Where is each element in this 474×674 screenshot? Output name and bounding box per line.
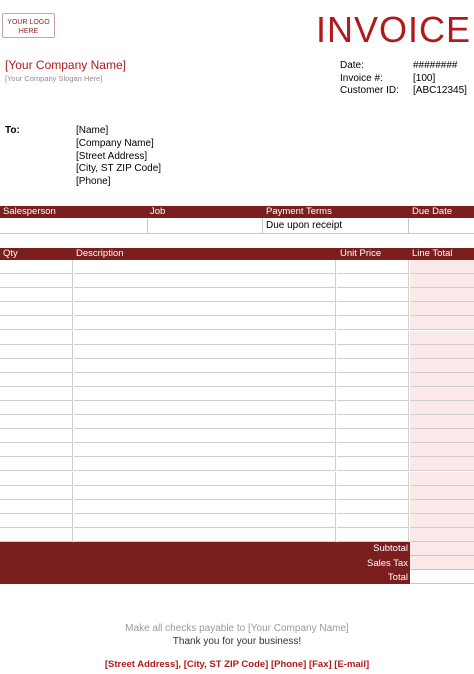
cell-unit-price[interactable] (337, 500, 409, 514)
subtotal-value[interactable] (410, 542, 474, 556)
cell-unit-price[interactable] (337, 514, 409, 528)
checks-payable-note: Make all checks payable to [Your Company Name] (125, 623, 349, 634)
cell-qty[interactable] (0, 500, 73, 514)
cell-description[interactable] (74, 500, 336, 514)
items-table-body (0, 260, 474, 542)
table-row (0, 500, 474, 514)
table-row (0, 359, 474, 373)
table-row (0, 302, 474, 316)
company-slogan[interactable]: [Your Company Slogan Here] (5, 74, 103, 83)
cell-unit-price[interactable] (337, 443, 409, 457)
cell-line-total[interactable] (410, 373, 474, 387)
table-row (0, 331, 474, 345)
sales-table-header (0, 206, 474, 218)
cell-qty[interactable] (0, 274, 73, 288)
cell-description[interactable] (74, 331, 336, 345)
cell-job[interactable] (148, 218, 263, 233)
cell-unit-price[interactable] (337, 345, 409, 359)
items-table-header (0, 248, 474, 260)
cell-qty[interactable] (0, 373, 73, 387)
cell-line-total[interactable] (410, 331, 474, 345)
cell-unit-price[interactable] (337, 288, 409, 302)
cell-line-total[interactable] (410, 514, 474, 528)
table-row (0, 288, 474, 302)
table-row (0, 373, 474, 387)
cell-unit-price[interactable] (337, 486, 409, 500)
cell-qty[interactable] (0, 443, 73, 457)
cell-description[interactable] (74, 260, 336, 274)
table-row (0, 274, 474, 288)
cell-unit-price[interactable] (337, 359, 409, 373)
cell-line-total[interactable] (410, 457, 474, 471)
cell-qty[interactable] (0, 457, 73, 471)
to-company[interactable]: [Company Name] (76, 137, 154, 149)
cell-unit-price[interactable] (337, 316, 409, 330)
table-row (0, 443, 474, 457)
cell-qty[interactable] (0, 302, 73, 316)
cell-line-total[interactable] (410, 260, 474, 274)
cell-description[interactable] (74, 316, 336, 330)
cell-due-date[interactable] (410, 218, 474, 233)
table-row (0, 472, 474, 486)
cell-unit-price[interactable] (337, 472, 409, 486)
cell-unit-price[interactable] (337, 260, 409, 274)
cell-unit-price[interactable] (337, 415, 409, 429)
cell-qty[interactable] (0, 415, 73, 429)
sales-tax-label: Sales Tax (366, 558, 408, 569)
table-row (0, 316, 474, 330)
cell-description[interactable] (74, 472, 336, 486)
table-row (0, 260, 474, 274)
cell-description[interactable] (74, 415, 336, 429)
cell-unit-price[interactable] (337, 457, 409, 471)
cell-line-total[interactable] (410, 302, 474, 316)
header-description: Description (76, 248, 124, 259)
company-name[interactable]: [Your Company Name] (5, 58, 126, 72)
cell-line-total[interactable] (410, 316, 474, 330)
thank-you-note: Thank you for your business! (172, 636, 302, 647)
cell-unit-price[interactable] (337, 401, 409, 415)
invoice-number-label: Invoice #: (340, 72, 383, 84)
cell-qty[interactable] (0, 260, 73, 274)
meta-values (413, 60, 467, 98)
header-line-total: Line Total (412, 248, 453, 259)
table-row (0, 429, 474, 443)
cell-line-total[interactable] (410, 345, 474, 359)
cell-qty[interactable] (0, 359, 73, 373)
cell-description[interactable] (74, 359, 336, 373)
cell-salesperson[interactable] (0, 218, 148, 233)
to-name[interactable]: [Name] (76, 125, 109, 136)
cell-line-total[interactable] (410, 288, 474, 302)
cell-qty[interactable] (0, 387, 73, 401)
totals-block (0, 542, 474, 584)
cell-line-total[interactable] (410, 500, 474, 514)
header-qty: Qty (3, 248, 18, 259)
table-row (0, 514, 474, 528)
table-row (0, 457, 474, 471)
cell-line-total[interactable] (410, 274, 474, 288)
cell-payment-terms[interactable]: Due upon receipt (263, 218, 409, 233)
cell-qty[interactable] (0, 528, 73, 542)
cell-line-total[interactable] (410, 472, 474, 486)
cell-line-total[interactable] (410, 528, 474, 542)
cell-qty[interactable] (0, 345, 73, 359)
header-payment-terms: Payment Terms (266, 206, 332, 217)
sales-table-row (0, 218, 474, 234)
cell-description[interactable] (74, 302, 336, 316)
header-job: Job (150, 206, 166, 217)
cell-description[interactable] (74, 387, 336, 401)
table-row (0, 415, 474, 429)
invoice-number-value[interactable]: [100] (413, 72, 436, 84)
header-due-date: Due Date (412, 206, 453, 217)
total-label: Total (387, 572, 408, 583)
cell-qty[interactable] (0, 316, 73, 330)
total-value[interactable] (410, 570, 474, 584)
logo-placeholder (2, 13, 55, 38)
date-label: Date: (340, 60, 364, 71)
cell-description[interactable] (74, 373, 336, 387)
cell-description[interactable] (74, 457, 336, 471)
cell-line-total[interactable] (410, 387, 474, 401)
cell-description[interactable] (74, 274, 336, 288)
cell-unit-price[interactable] (337, 528, 409, 542)
cell-qty[interactable] (0, 514, 73, 528)
cell-qty[interactable] (0, 401, 73, 415)
logo-text-line1: YOUR LOGO (7, 19, 50, 26)
cell-qty[interactable] (0, 486, 73, 500)
cell-description[interactable] (74, 345, 336, 359)
invoice-title: INVOICE (316, 9, 472, 50)
cell-qty[interactable] (0, 288, 73, 302)
cell-line-total[interactable] (410, 429, 474, 443)
cell-qty[interactable] (0, 429, 73, 443)
bill-to-block (76, 125, 161, 189)
cell-line-total[interactable] (410, 443, 474, 457)
table-row (0, 486, 474, 500)
table-row (0, 528, 474, 542)
customer-id-value[interactable]: [ABC12345] (413, 85, 467, 96)
table-row (0, 345, 474, 359)
header-unit-price: Unit Price (340, 248, 382, 259)
cell-line-total[interactable] (410, 415, 474, 429)
logo-text-line2: HERE (18, 28, 39, 35)
cell-unit-price[interactable] (337, 331, 409, 345)
cell-unit-price[interactable] (337, 387, 409, 401)
header-salesperson: Salesperson (3, 206, 56, 217)
date-value[interactable]: ######## (413, 60, 458, 71)
cell-description[interactable] (74, 486, 336, 500)
cell-qty[interactable] (0, 331, 73, 345)
cell-unit-price[interactable] (337, 429, 409, 443)
to-street[interactable]: [Street Address] (76, 150, 148, 162)
cell-description[interactable] (74, 288, 336, 302)
cell-line-total[interactable] (410, 401, 474, 415)
to-label: To: (5, 125, 20, 136)
cell-description[interactable] (74, 514, 336, 528)
cell-line-total[interactable] (410, 359, 474, 373)
cell-unit-price[interactable] (337, 373, 409, 387)
cell-description[interactable] (74, 443, 336, 457)
contact-footer: [Street Address], [City, ST ZIP Code] [Phone] [Fax] [E-mail] (104, 659, 370, 670)
subtotal-label: Subtotal (373, 543, 408, 554)
cell-line-total[interactable] (410, 486, 474, 500)
cell-qty[interactable] (0, 472, 73, 486)
meta-labels (340, 60, 399, 98)
table-row (0, 387, 474, 401)
customer-id-label: Customer ID: (340, 85, 399, 96)
cell-unit-price[interactable] (337, 302, 409, 316)
table-row (0, 401, 474, 415)
cell-description[interactable] (74, 401, 336, 415)
cell-description[interactable] (74, 528, 336, 542)
cell-unit-price[interactable] (337, 274, 409, 288)
sales-tax-value[interactable] (410, 556, 474, 570)
to-city[interactable]: [City, ST ZIP Code] (76, 163, 162, 175)
cell-description[interactable] (74, 429, 336, 443)
to-phone[interactable]: [Phone] (76, 176, 111, 188)
